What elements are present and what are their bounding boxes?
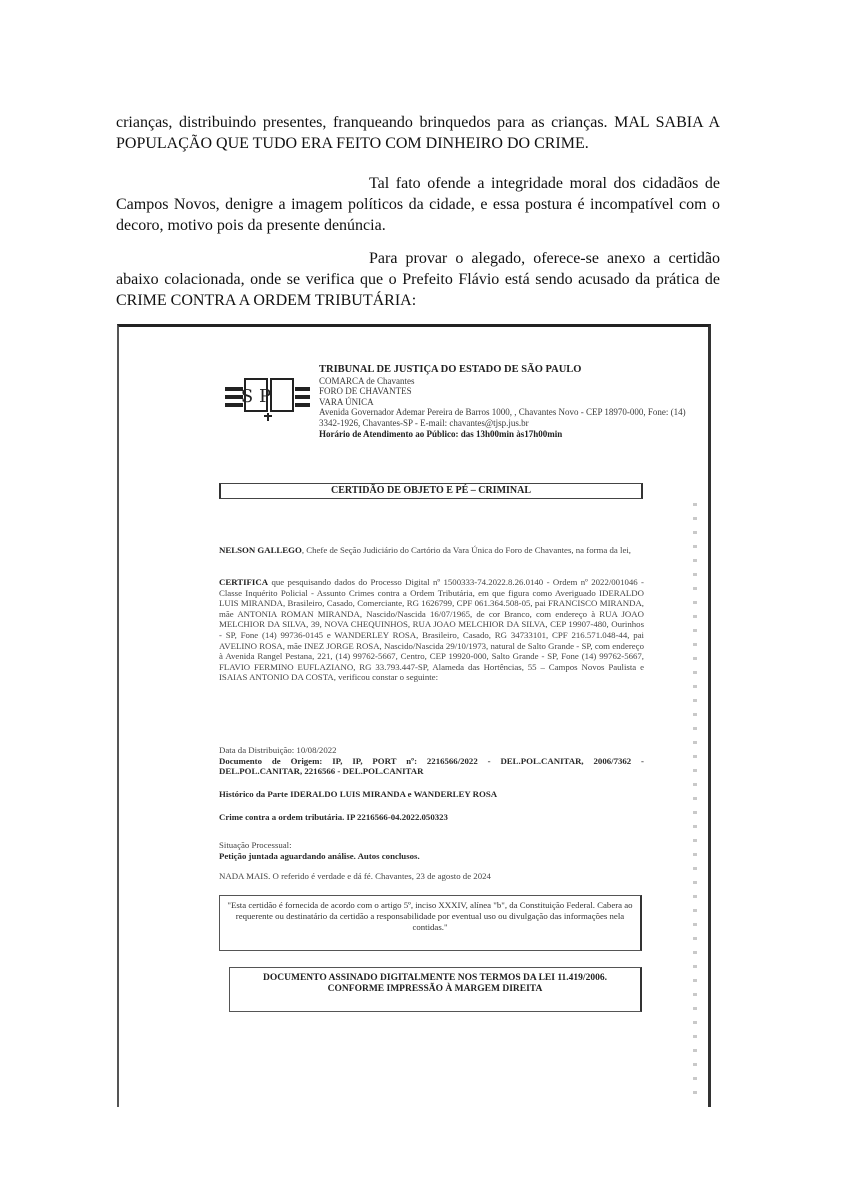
nada-mais: NADA MAIS. O referido é verdade e dá fé. Chavantes, 23 de agosto de 2024	[219, 871, 491, 881]
paragraph-1-text: crianças, distribuindo presentes, franqueando brinquedos para as crianças. MAL SABIA A POPULAÇÃO QUE TUDO ERA FEITO COM DINHEIRO DO CRIME.	[116, 114, 720, 152]
margin-signature-strip	[693, 503, 697, 1101]
paragraph-2-text: Tal fato ofende a integridade moral dos cidadãos de Campos Novos, denigre a imagem políticos da cidade, e essa postura é incompatível com o decoro, motivo pois da presente denúncia.	[116, 175, 720, 234]
signature-line-1: DOCUMENTO ASSINADO DIGITALMENTE NOS TERMOS DA LEI 11.419/2006.	[263, 973, 607, 983]
digital-signature-box	[229, 967, 642, 1012]
certificate-intro	[219, 545, 644, 556]
court-address: Avenida Governador Ademar Pereira de Barros 1000, , Chavantes Novo - CEP 18970-000, Fone: (14) 3342-1926, Chavantes-SP - E-mail: chavantes@tjsp.jus.br	[319, 407, 686, 428]
paragraph-3	[116, 248, 720, 311]
clerk-name: NELSON GALLEGO	[219, 545, 302, 555]
office-hours: Horário de Atendimento ao Público: das 13h00min às17h00min	[319, 429, 563, 439]
situacao-label: Situação Processual:	[219, 840, 292, 850]
logo-letter-s: S P	[240, 386, 272, 407]
tjsp-logo-icon	[225, 373, 310, 423]
distribution-block	[219, 745, 644, 777]
historico: Histórico da Parte IDERALDO LUIS MIRANDA e WANDERLEY ROSA	[219, 789, 498, 799]
vara: VARA ÚNICA	[319, 396, 374, 407]
certifica-text: que pesquisando dados do Processo Digital nº 1500333-74.2022.8.26.0140 - Ordem nº 2022/001046 - Classe Inquérito Policial - Assunto Crimes contra a Ordem Tributária, em que figura como Averiguado IDERALDO LUIS MIRANDA, Brasileiro, Casado, Comerciante, RG 1626799, CPF 061.364.508-05, pai FRANCISCO MIRANDA, mãe ANTONIA ROMAN MIRANDA, Nascido/Nascida 16/07/1965, de cor Branco, com endereço à RUA JOAO MELCHIOR DA SILVA, 39, NOVA CHEQUINHOS, RUA JOAO MELCHIOR DA SILVA, CEP 19907-480, Ourinhos - SP, Fone (14) 99736-0145 e WANDERLEY ROSA, Brasileiro, Casado, RG 34733101, CPF 216.571.048-44, pai AVELINO ROSA, mãe INEZ JORGE ROSA, Nascido/Nascida 29/10/1973, natural de Salto Grande - SP, com endereço à Avenida Rangel Pestana, 221, (14) 99762-5667, Centro, CEP 19920-000, Salto Grande - SP, Fone (14) 99762-5667, FLAVIO FERMINO EUFLAZIANO, RG 33.793.447-SP, Alameda das Hortências, 55 – Campos Novos Paulista e ISAIAS ANTONIO DA COSTA, verificou constar o seguinte:	[219, 577, 644, 683]
legal-notice-box	[219, 895, 642, 951]
foro: FORO DE CHAVANTES	[319, 386, 412, 396]
origin-document: Documento de Origem: IP, IP, PORT nº: 2216566/2022 - DEL.POL.CANITAR, 2006/7362 - DEL.POL.CANITAR, 2216566 - DEL.POL.CANITAR	[219, 755, 644, 777]
crime-line: Crime contra a ordem tributária. IP 2216566-04.2022.050323	[219, 812, 448, 822]
distribution-date: Data da Distribuição: 10/08/2022	[219, 745, 337, 755]
court-name: TRIBUNAL DE JUSTIÇA DO ESTADO DE SÃO PAULO	[319, 364, 582, 375]
situacao-block	[219, 840, 644, 861]
situacao-text: Petição juntada aguardando análise. Autos conclusos.	[219, 850, 420, 861]
paragraph-2	[116, 173, 720, 236]
paragraph-3-text: Para provar o alegado, oferece-se anexo a certidão abaixo colacionada, onde se verifica que o Prefeito Flávio está sendo acusado da prática de CRIME CONTRA A ORDEM TRIBUTÁRIA:	[116, 250, 720, 309]
court-header	[319, 365, 689, 440]
clerk-role: , Chefe de Seção Judiciário do Cartório da Vara Única do Foro de Chavantes, na forma da lei,	[301, 545, 631, 555]
paragraph-1	[116, 112, 720, 154]
signature-line-2: CONFORME IMPRESSÃO À MARGEM DIREITA	[327, 984, 543, 994]
comarca: COMARCA de Chavantes	[319, 375, 415, 386]
certificate-title: CERTIDÃO DE OBJETO E PÉ – CRIMINAL	[219, 483, 643, 499]
certificate-body	[219, 577, 644, 683]
legal-notice-text: "Esta certidão é fornecida de acordo com o artigo 5º, inciso XXXIV, alínea "b", da Constituição Federal. Cabera ao requerente ou destinatário da certidão a responsabilidade por eventual uso ou divulgação das informações nela contidas."	[227, 900, 633, 932]
certificate-scan	[117, 324, 711, 1107]
certifica-label: CERTIFICA	[219, 577, 269, 587]
